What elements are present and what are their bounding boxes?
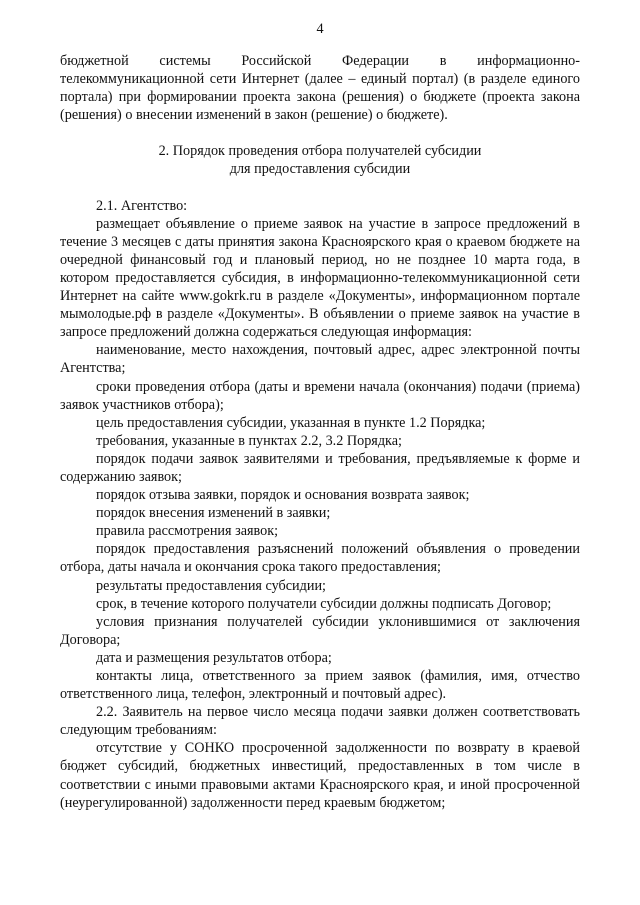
document-page xyxy=(60,20,580,812)
paragraph-item: отсутствие у СОНКО просроченной задолженности по возврату в краевой бюджет субсидий, бюджетных инвестиций, предоставленных в том числе в соответствии с иными правовыми актами Красноярского края, и иной просроченной (неурегулированной) задолженности перед краевым бюджетом; xyxy=(60,740,580,811)
section-title xyxy=(60,142,580,178)
paragraph-item: порядок отзыва заявки, порядок и основания возврата заявок; xyxy=(96,487,470,504)
paragraph-item: дата и размещения результатов отбора; xyxy=(96,649,332,666)
paragraph-item: требования, указанные в пунктах 2.2, 3.2 Порядка; xyxy=(96,432,402,449)
paragraph-item: наименование, место нахождения, почтовый адрес, адрес электронной почты Агентства; xyxy=(60,342,580,377)
paragraph-2-1-heading: 2.1. Агентство: xyxy=(96,197,188,214)
paragraph-2-2: 2.2. Заявитель на первое число месяца подачи заявки должен соответствовать следующим требованиям: xyxy=(60,704,580,739)
intro-paragraph: бюджетной системы Российской Федерации в информационно-телекоммуникационной сети Интернет (далее – единый портал) (в разделе единого портала) при формировании проекта закона (решения) о бюджете (проекта закона (решения) о внесении изменений в закон (решение) о бюджете). xyxy=(60,53,580,124)
section-title-line-1: 2. Порядок проведения отбора получателей субсидии xyxy=(158,143,482,160)
page-number: 4 xyxy=(316,21,324,37)
paragraph-announcement: размещает объявление о приеме заявок на участие в запросе предложений в течение 3 месяцев с даты принятия закона Красноярского края о краевом бюджете на очередной финансовый год и плановый период, но не позднее 10 марта года, в котором предоставляется субсидия, в информационно-телекоммуникационной сети Интернет на сайте www.gokrk.ru в разделе «Документы», информационном портале мымолодые.рф в разделе «Документы». В объявлении о приеме заявок на участие в запросе предложений должна содержаться следующая информация: xyxy=(60,215,580,341)
paragraph-item: результаты предоставления субсидии; xyxy=(96,577,326,594)
paragraph-item: порядок предоставления разъяснений положений объявления о проведении отбора, даты начала и окончания срока такого предоставления; xyxy=(60,541,580,576)
paragraph-item: цель предоставления субсидии, указанная в пункте 1.2 Порядка; xyxy=(96,414,486,431)
paragraph-item: сроки проведения отбора (даты и времени начала (окончания) подачи (приема) заявок участников отбора); xyxy=(60,378,580,413)
paragraph-item: срок, в течение которого получатели субсидии должны подписать Договор; xyxy=(96,595,552,612)
paragraph-item: порядок внесения изменений в заявки; xyxy=(96,505,331,522)
paragraph-item: правила рассмотрения заявок; xyxy=(96,523,279,540)
section-title-line-2: для предоставления субсидии xyxy=(229,161,411,178)
paragraph-item: порядок подачи заявок заявителями и требования, предъявляемые к форме и содержанию заявок; xyxy=(60,450,580,485)
paragraph-item: условия признания получателей субсидии уклонившимися от заключения Договора; xyxy=(60,613,580,648)
paragraph-item: контакты лица, ответственного за прием заявок (фамилия, имя, отчество ответственного лица, телефон, электронный и почтовый адрес). xyxy=(60,668,580,703)
